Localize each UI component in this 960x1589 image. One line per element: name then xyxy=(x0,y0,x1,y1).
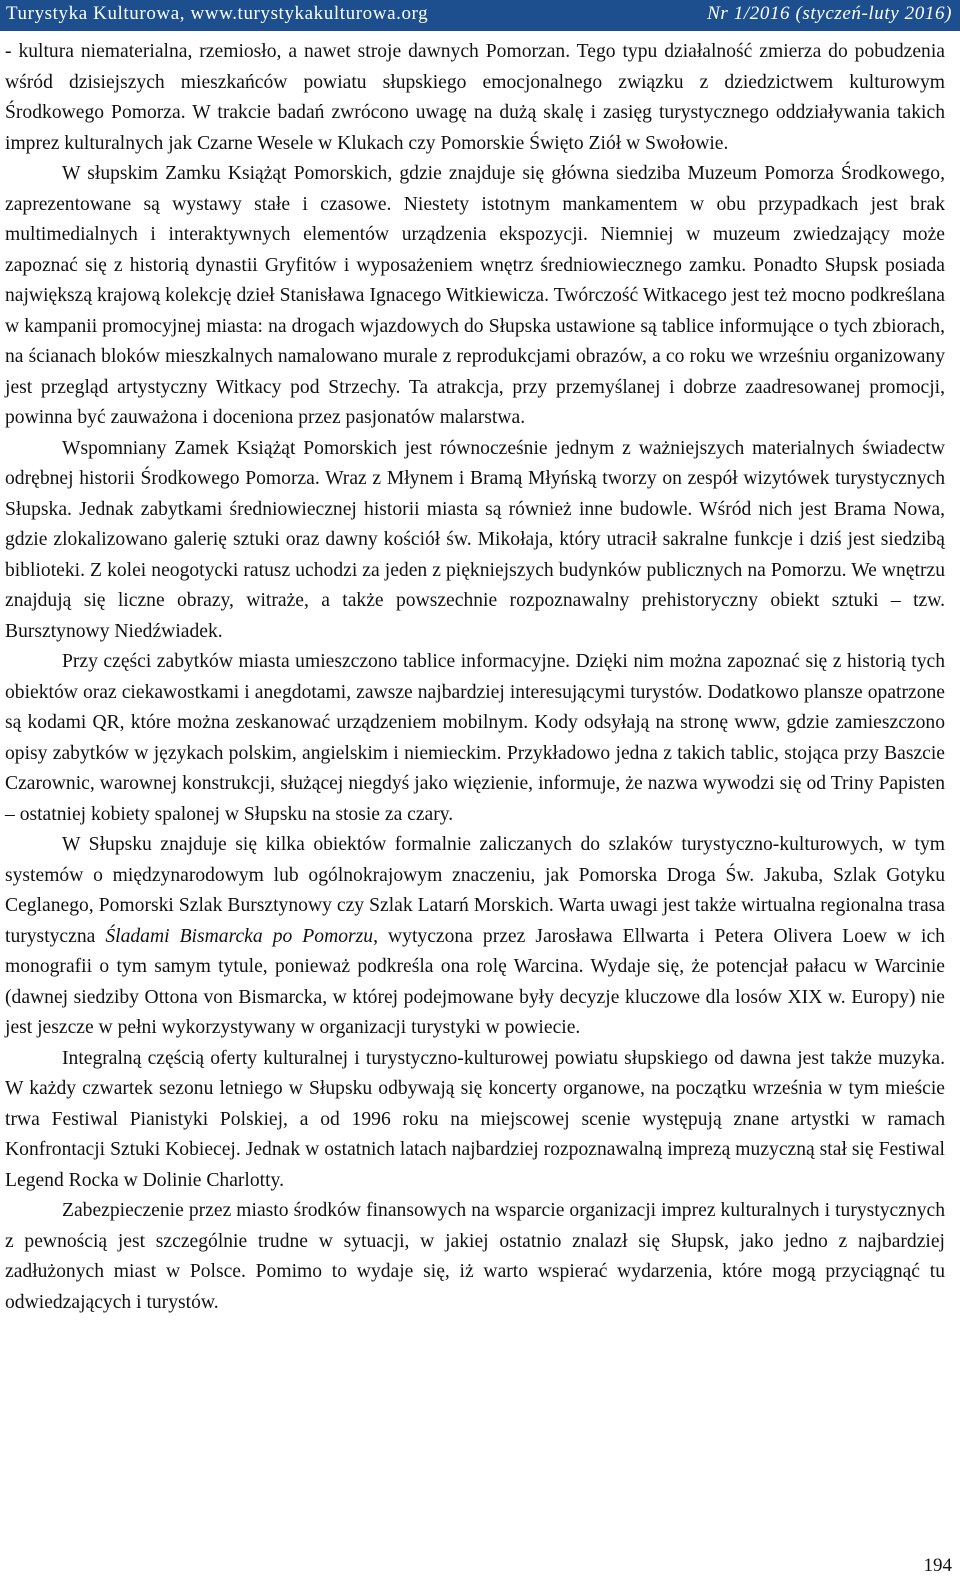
paragraph-4: Przy części zabytków miasta umieszczono tablice informacyjne. Dzięki nim można zapoznać się z historią tych obiektów oraz ciekawostkami i anegdotami, zawsze najbardziej interesującymi turystów. Dodatkowo plansze opatrzone są kodami QR, które można zeskanować urządzeniem mobilnym. Kody odsyłają na stronę www, gdzie zamieszczono opisy zabytków w językach polskim, angielskim i niemieckim. Przykładowo jedna z takich tablic, stojąca przy Baszcie Czarownic, warownej konstrukcji, służącej niegdyś jako więzienie, informuje, że nazwa wywodzi się od Triny Papisten – ostatniej kobiety spalonej w Słupsku na stosie za czary. xyxy=(5,651,945,825)
article-body xyxy=(5,37,945,1318)
paragraph-2: W słupskim Zamku Książąt Pomorskich, gdzie znajduje się główna siedziba Muzeum Pomorza Środkowego, zaprezentowane są wystawy stałe i czasowe. Niestety istotnym mankamentem w obu przypadkach jest brak multimedialnych i interaktywnych elementów urządzenia ekspozycji. Niemniej w muzeum zwiedzający może zapoznać się z historią dynastii Gryfitów i wyposażeniem wnętrz średniowiecznego zamku. Ponadto Słupsk posiada największą krajową kolekcję dzieł Stanisława Ignacego Witkiewicza. Twórczość Witkacego jest też mocno podkreślana w kampanii promocyjnej miasta: na drogach wjazdowych do Słupska ustawione są tablice informujące o tych zbiorach, na ścianach bloków mieszkalnych namalowano murale z reprodukcjami obrazów, a co roku we wrześniu organizowany jest przegląd artystyczny Witkacy pod Strzechy. Ta atrakcja, przy przemyślanej i dobrze zaadresowanej promocji, powinna być zauważona i doceniona przez pasjonatów malarstwa. xyxy=(5,163,945,428)
journal-title: Turystyka Kulturowa, www.turystykakulturowa.org xyxy=(6,3,429,24)
paragraph-5-text-a: W Słupsku znajduje się kilka obiektów formalnie zaliczanych do szlaków turystyczno-kulturowych, w tym systemów o międzynarodowym lub ogólnokrajowym znaczeniu, jak Pomorska Droga Św. Jakuba, Szlak Gotyku Ceglanego, Pomorski Szlak Bursztynowy czy Szlak Latarń Morskich. Warta uwagi jest także wirtualna regionalna trasa turystyczna xyxy=(5,834,945,947)
paragraph-3: Wspomniany Zamek Książąt Pomorskich jest równocześnie jednym z ważniejszych materialnych świadectw odrębnej historii Środkowego Pomorza. Wraz z Młynem i Bramą Młyńską tworzy on zespół wizytówek turystycznych Słupska. Jednak zabytkami średniowiecznej historii miasta są również inne budowle. Wśród nich jest Brama Nowa, gdzie zlokalizowano galerię sztuki oraz dawny kościół św. Mikołaja, który utracił sakralne funkcje i dziś jest siedzibą biblioteki. Z kolei neogotycki ratusz uchodzi za jeden z piękniejszych budynków publicznych na Pomorzu. We wnętrzu znajdują się liczne obrazy, witraże, a także powszechnie rozpoznawalny prehistoryczny obiekt sztuki – tzw. Bursztynowy Niedźwiadek. xyxy=(5,437,945,642)
paragraph-1: - kultura niematerialna, rzemiosło, a nawet stroje dawnych Pomorzan. Tego typu działalność zmierza do pobudzenia wśród dzisiejszych mieszkańców powiatu słupskiego emocjonalnego związku z dziedzictwem kulturowym Środkowego Pomorza. W trakcie badań zwrócono uwagę na dużą skalę i zasięg turystycznego oddziaływania takich imprez kulturalnych jak Czarne Wesele w Klukach czy Pomorskie Święto Ziół w Swołowie. xyxy=(5,41,945,154)
book-title: Śladami Bismarcka po Pomorzu xyxy=(105,925,374,947)
page-number: 194 xyxy=(923,1555,952,1576)
issue-number: Nr 1/2016 (styczeń-luty 2016) xyxy=(707,3,952,24)
running-header xyxy=(0,0,960,31)
paragraph-5-text-b: , wytyczona przez Jarosława Ellwarta i Petera Olivera Loew w ich monografii o tym samym tytule, ponieważ podkreśla ona rolę Warcina. Wydaje się, że potencjał pałacu w Warcinie (dawnej siedziby Ottona von Bismarcka, w której podejmowane były decyzje kluczowe dla losów XIX w. Europy) nie jest jeszcze w pełni wykorzystywany w organizacji turystyki w powiecie. xyxy=(5,925,945,1038)
paragraph-5 xyxy=(5,830,945,1044)
paragraph-6: Integralną częścią oferty kulturalnej i turystyczno-kulturowej powiatu słupskiego od dawna jest także muzyka. W każdy czwartek sezonu letniego w Słupsku odbywają się koncerty organowe, na początku września w tym mieście trwa Festiwal Pianistyki Polskiej, a od 1996 roku na miejscowej scenie występują znane artystki w ramach Konfrontacji Sztuki Kobiecej. Jednak w ostatnich latach najbardziej rozpoznawalną imprezą muzyczną stał się Festiwal Legend Rocka w Dolinie Charlotty. xyxy=(5,1047,945,1191)
paragraph-7: Zabezpieczenie przez miasto środków finansowych na wsparcie organizacji imprez kulturalnych i turystycznych z pewnością jest szczególnie trudne w sytuacji, w jakiej ostatnio znalazł się Słupsk, jako jedno z najbardziej zadłużonych miast w Polsce. Pomimo to wydaje się, iż warto wspierać wydarzenia, które mogą przyciągnąć tu odwiedzających i turystów. xyxy=(5,1200,945,1313)
